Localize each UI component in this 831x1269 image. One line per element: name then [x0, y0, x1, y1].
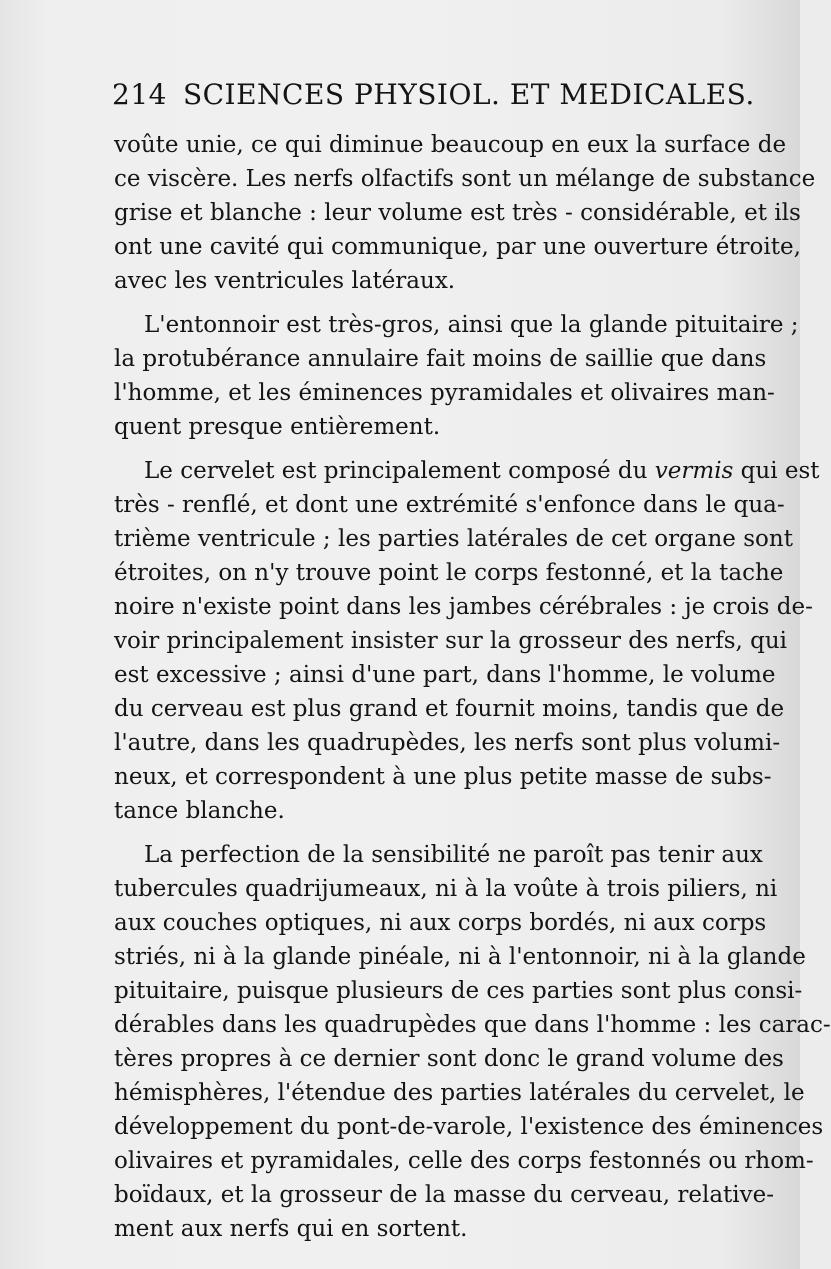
- text-line: très - renflé, et dont une extrémité s'enfonce dans le qua-: [114, 492, 785, 518]
- page-number: 214: [112, 78, 167, 111]
- text-line: l'autre, dans les quadrupèdes, les nerfs sont plus volumi-: [114, 730, 781, 756]
- text-line: striés, ni à la glande pinéale, ni à l'entonnoir, ni à la glande: [114, 944, 806, 970]
- paragraph: [114, 838, 831, 1246]
- text-line: développement du pont-de-varole, l'existence des éminences: [114, 1114, 824, 1140]
- running-title: SCIENCES PHYSIOL. ET MEDICALES.: [182, 78, 755, 111]
- text-line: ce viscère. Les nerfs olfactifs sont un mélange de substance: [114, 166, 816, 192]
- text-line: l'homme, et les éminences pyramidales et olivaires man-: [114, 380, 775, 406]
- text-line: L'entonnoir est très-gros, ainsi que la glande pituitaire ;: [144, 312, 799, 338]
- text-line: avec les ventricules latéraux.: [114, 268, 456, 294]
- text-line: La perfection de la sensibilité ne paroît pas tenir aux: [144, 842, 763, 868]
- text-line: dérables dans les quadrupèdes que dans l'homme : les carac-: [114, 1012, 831, 1038]
- text-line: hémisphères, l'étendue des parties latérales du cervelet, le: [114, 1080, 805, 1106]
- text-line: est excessive ; ainsi d'une part, dans l'homme, le volume: [114, 662, 776, 688]
- text-line: boïdaux, et la grosseur de la masse du cerveau, relative-: [114, 1182, 775, 1208]
- text-line: pituitaire, puisque plusieurs de ces parties sont plus consi-: [114, 978, 803, 1004]
- text-line: du cerveau est plus grand et fournit moins, tandis que de: [114, 696, 785, 722]
- page-body: [114, 128, 831, 1246]
- text-line: voir principalement insister sur la grosseur des nerfs, qui: [114, 628, 788, 654]
- text-line: quent presque entièrement.: [114, 414, 441, 440]
- text-line: ont une cavité qui communique, par une ouverture étroite,: [114, 234, 801, 260]
- text-line: noire n'existe point dans les jambes cérébrales : je crois de-: [114, 594, 813, 620]
- running-header: [112, 78, 755, 111]
- text-line: Le cervelet est principalement composé du vermis qui est: [144, 458, 820, 484]
- text-line: tubercules quadrijumeaux, ni à la voûte à trois piliers, ni: [114, 876, 778, 902]
- paragraph: [114, 308, 799, 444]
- paragraph: [114, 128, 816, 298]
- text-line: neux, et correspondent à une plus petite masse de subs-: [114, 764, 772, 790]
- text-line: grise et blanche : leur volume est très - considérable, et ils: [114, 200, 801, 226]
- text-line: aux couches optiques, ni aux corps bordés, ni aux corps: [114, 910, 767, 936]
- text-line: olivaires et pyramidales, celle des corps festonnés ou rhom-: [114, 1148, 814, 1174]
- paragraph: [114, 454, 820, 828]
- text-line: étroites, on n'y trouve point le corps festonné, et la tache: [114, 560, 784, 586]
- text-line: ment aux nerfs qui en sortent.: [114, 1216, 468, 1242]
- text-line: tères propres à ce dernier sont donc le grand volume des: [114, 1046, 784, 1072]
- text-line: la protubérance annulaire fait moins de saillie que dans: [114, 346, 767, 372]
- text-line: voûte unie, ce qui diminue beaucoup en eux la surface de: [114, 132, 787, 158]
- text-line: trième ventricule ; les parties latérales de cet organe sont: [114, 526, 793, 552]
- text-line: tance blanche.: [114, 798, 285, 824]
